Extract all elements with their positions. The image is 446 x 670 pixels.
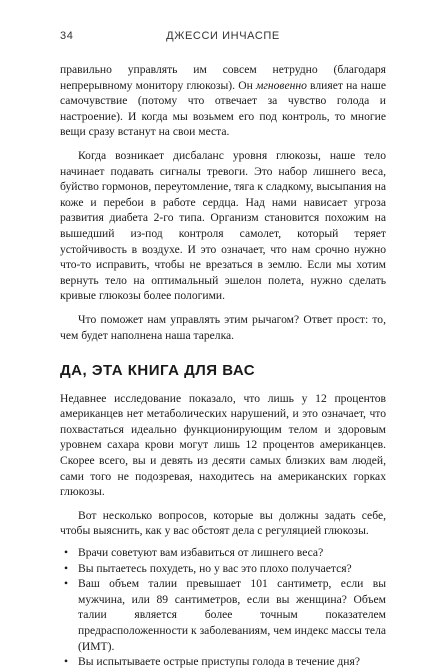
section-heading: ДА, ЭТА КНИГА ДЛЯ ВАС: [60, 362, 256, 380]
page-number: 34: [60, 30, 74, 42]
paragraph-1-part-a: правильно управлять им совсем нетрудно (благодаря непрерывному монитору глюкозы). Он: [60, 63, 386, 92]
paragraph-5: Вот несколько вопросов, которые вы должны задать себе, чтобы выяснить, как у вас обстоят дела с регуляцией глюкозы.: [60, 508, 386, 538]
paragraph-1-part-b: влияет на наше самочувствие (потому что отвечает за чувство голода и настроение). И когда мы возьмем его под контроль, то многие вещи сразу встанут на свои места.: [60, 78, 387, 139]
paragraph-4: Недавнее исследование показало, что лишь у 12 процентов американцев нет метаболических нарушений, и это означает, что похвастаться идеально функционирующим телом и здоровым уровнем сахара крови могут лишь 12 процентов американцев. Скорее всего, вы и девять из десяти самых близких вам людей, сами того не подозревая, находитесь на американских горках глюкозы.: [60, 391, 386, 499]
paragraph-2: Когда возникает дисбаланс уровня глюкозы, наше тело начинает подавать сигналы тревоги. Это набор лишнего веса, буйство гормонов, переутомление, тяга к сладкому, высыпания на коже и перебои в работе сердца. Над нами нависает угроза развития диабета 2-го типа. Организм становится похожим на вышедший из-под контроля самолет, который теряет устойчивость в воздухе. И это означает, что нам срочно нужно что-то исправить, чтобы не врезаться в землю. Если мы хотим вернуть тело на оптимальный эшелон полета, нужно сделать кривые глюкозы более пологими.: [60, 148, 386, 303]
question-list: [60, 545, 386, 670]
running-title: ДЖЕССИ ИНЧАСПЕ: [166, 30, 280, 42]
list-item: • Вы пытаетесь похудеть, но у вас это плохо получается?: [78, 561, 386, 577]
list-item: • Ваш объем талии превышает 101 сантиметр, если вы мужчина, или 89 сантиметров, если вы женщина? Объем талии является более точным показателем предрасположенности к заболеваниям, чем индекс массы тела (ИМТ).: [78, 576, 386, 654]
emphasis-instantly: мгновенно: [255, 78, 307, 92]
list-item: • Вы испытываете острые приступы голода в течение дня?: [78, 654, 386, 670]
paragraph-1: [60, 62, 386, 140]
page-body: [60, 62, 386, 670]
list-item: • Врачи советуют вам избавиться от лишнего веса?: [78, 545, 386, 561]
paragraph-3: Что поможет нам управлять этим рычагом? Ответ прост: то, чем будет наполнена наша тарелка.: [60, 312, 386, 342]
